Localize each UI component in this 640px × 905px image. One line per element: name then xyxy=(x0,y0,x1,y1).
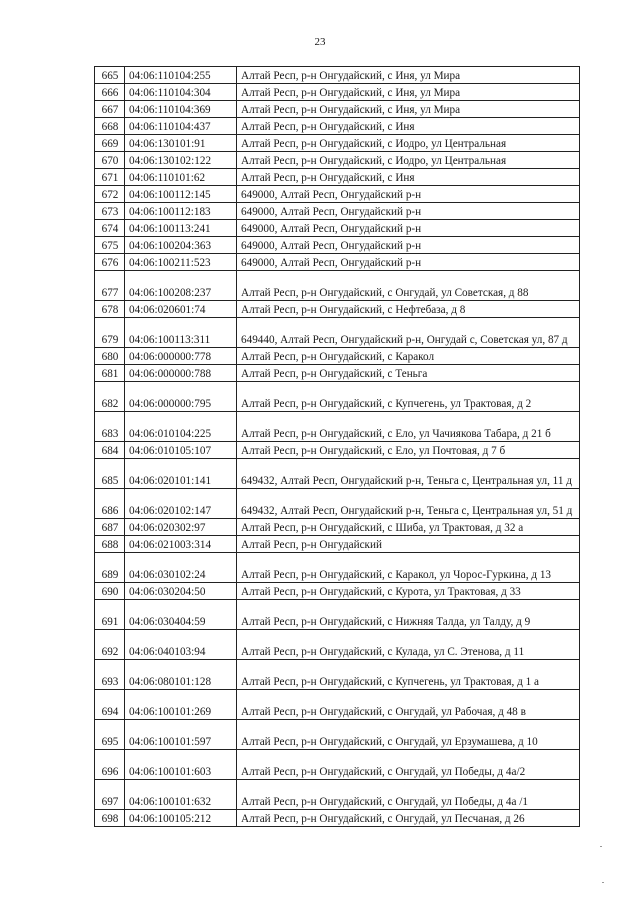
row-number: 695 xyxy=(95,720,125,750)
row-number: 667 xyxy=(95,101,125,118)
row-number: 671 xyxy=(95,169,125,186)
address: Алтай Респ, р-н Онгудайский, с Онгудай, ул Песчаная, д 26 xyxy=(237,810,580,827)
cadastral-number: 04:06:100101:603 xyxy=(125,750,237,780)
table-row xyxy=(95,101,580,118)
row-number: 683 xyxy=(95,412,125,442)
table-row xyxy=(95,690,580,720)
table-row xyxy=(95,152,580,169)
cadastral-number: 04:06:030404:59 xyxy=(125,600,237,630)
address: 649000, Алтай Респ, Онгудайский р-н xyxy=(237,254,580,271)
row-number: 685 xyxy=(95,459,125,489)
address: 649000, Алтай Респ, Онгудайский р-н xyxy=(237,220,580,237)
row-number: 686 xyxy=(95,489,125,519)
address: 649432, Алтай Респ, Онгудайский р-н, Теньга с, Центральная ул, 11 д xyxy=(237,459,580,489)
row-number: 687 xyxy=(95,519,125,536)
row-number: 691 xyxy=(95,600,125,630)
cadastral-number: 04:06:100101:597 xyxy=(125,720,237,750)
table-row xyxy=(95,254,580,271)
address: Алтай Респ, р-н Онгудайский, с Нефтебаза, д 8 xyxy=(237,301,580,318)
table-row xyxy=(95,600,580,630)
cadastral-number: 04:06:100105:212 xyxy=(125,810,237,827)
address: 649432, Алтай Респ, Онгудайский р-н, Теньга с, Центральная ул, 51 д xyxy=(237,489,580,519)
table-row xyxy=(95,536,580,553)
cadastral-number: 04:06:000000:778 xyxy=(125,348,237,365)
address: Алтай Респ, р-н Онгудайский, с Онгудай, ул Ерзумашева, д 10 xyxy=(237,720,580,750)
registry-table-body xyxy=(95,67,580,827)
address: Алтай Респ, р-н Онгудайский, с Теньга xyxy=(237,365,580,382)
address: Алтай Респ, р-н Онгудайский, с Иня, ул Мира xyxy=(237,101,580,118)
cadastral-number: 04:06:100113:241 xyxy=(125,220,237,237)
row-number: 697 xyxy=(95,780,125,810)
table-row xyxy=(95,553,580,583)
table-row xyxy=(95,84,580,101)
address: Алтай Респ, р-н Онгудайский, с Онгудай, ул Победы, д 4а /1 xyxy=(237,780,580,810)
row-number: 698 xyxy=(95,810,125,827)
table-row xyxy=(95,203,580,220)
row-number: 692 xyxy=(95,630,125,660)
row-number: 666 xyxy=(95,84,125,101)
address: Алтай Респ, р-н Онгудайский, с Купчегень, ул Трактовая, д 2 xyxy=(237,382,580,412)
cadastral-number: 04:06:030204:50 xyxy=(125,583,237,600)
table-row xyxy=(95,382,580,412)
table-row xyxy=(95,810,580,827)
table-row xyxy=(95,780,580,810)
cadastral-number: 04:06:100208:237 xyxy=(125,271,237,301)
address: Алтай Респ, р-н Онгудайский, с Онгудай, ул Советская, д 88 xyxy=(237,271,580,301)
address: Алтай Респ, р-н Онгудайский, с Онгудай, ул Победы, д 4а/2 xyxy=(237,750,580,780)
table-row xyxy=(95,459,580,489)
row-number: 682 xyxy=(95,382,125,412)
cadastral-number: 04:06:100113:311 xyxy=(125,318,237,348)
row-number: 690 xyxy=(95,583,125,600)
cadastral-number: 04:06:100101:632 xyxy=(125,780,237,810)
row-number: 689 xyxy=(95,553,125,583)
address: 649000, Алтай Респ, Онгудайский р-н xyxy=(237,186,580,203)
row-number: 684 xyxy=(95,442,125,459)
cadastral-number: 04:06:030102:24 xyxy=(125,553,237,583)
cadastral-number: 04:06:130101:91 xyxy=(125,135,237,152)
row-number: 679 xyxy=(95,318,125,348)
page-number: 23 xyxy=(314,36,326,48)
row-number: 670 xyxy=(95,152,125,169)
row-number: 677 xyxy=(95,271,125,301)
table-row xyxy=(95,135,580,152)
table-row xyxy=(95,365,580,382)
address: Алтай Респ, р-н Онгудайский, с Шиба, ул Трактовая, д 32 а xyxy=(237,519,580,536)
address: Алтай Респ, р-н Онгудайский, с Иня, ул Мира xyxy=(237,84,580,101)
cadastral-number: 04:06:110104:369 xyxy=(125,101,237,118)
row-number: 681 xyxy=(95,365,125,382)
scan-speck xyxy=(600,846,602,847)
table-row xyxy=(95,750,580,780)
address: Алтай Респ, р-н Онгудайский, с Иодро, ул Центральная xyxy=(237,152,580,169)
table-row xyxy=(95,442,580,459)
table-row xyxy=(95,301,580,318)
row-number: 688 xyxy=(95,536,125,553)
row-number: 680 xyxy=(95,348,125,365)
row-number: 675 xyxy=(95,237,125,254)
table-row xyxy=(95,118,580,135)
cadastral-number: 04:06:020302:97 xyxy=(125,519,237,536)
address: 649440, Алтай Респ, Онгудайский р-н, Онгудай с, Советская ул, 87 д xyxy=(237,318,580,348)
table-row xyxy=(95,271,580,301)
row-number: 672 xyxy=(95,186,125,203)
cadastral-number: 04:06:010105:107 xyxy=(125,442,237,459)
row-number: 693 xyxy=(95,660,125,690)
cadastral-number: 04:06:110104:304 xyxy=(125,84,237,101)
cadastral-number: 04:06:021003:314 xyxy=(125,536,237,553)
table-row xyxy=(95,348,580,365)
table-row xyxy=(95,583,580,600)
address: Алтай Респ, р-н Онгудайский, с Каракол, ул Чорос-Гуркина, д 13 xyxy=(237,553,580,583)
cadastral-number: 04:06:100101:269 xyxy=(125,690,237,720)
address: 649000, Алтай Респ, Онгудайский р-н xyxy=(237,203,580,220)
table-row xyxy=(95,630,580,660)
row-number: 694 xyxy=(95,690,125,720)
table-row xyxy=(95,220,580,237)
cadastral-number: 04:06:100211:523 xyxy=(125,254,237,271)
cadastral-number: 04:06:110104:255 xyxy=(125,67,237,84)
row-number: 678 xyxy=(95,301,125,318)
cadastral-number: 04:06:100112:145 xyxy=(125,186,237,203)
cadastral-number: 04:06:110101:62 xyxy=(125,169,237,186)
cadastral-number: 04:06:000000:795 xyxy=(125,382,237,412)
address: Алтай Респ, р-н Онгудайский xyxy=(237,536,580,553)
cadastral-number: 04:06:130102:122 xyxy=(125,152,237,169)
row-number: 676 xyxy=(95,254,125,271)
table-row xyxy=(95,720,580,750)
address: Алтай Респ, р-н Онгудайский, с Онгудай, ул Рабочая, д 48 в xyxy=(237,690,580,720)
cadastral-number: 04:06:080101:128 xyxy=(125,660,237,690)
cadastral-number: 04:06:110104:437 xyxy=(125,118,237,135)
cadastral-number: 04:06:100204:363 xyxy=(125,237,237,254)
table-row xyxy=(95,412,580,442)
address: 649000, Алтай Респ, Онгудайский р-н xyxy=(237,237,580,254)
table-row xyxy=(95,318,580,348)
scan-speck xyxy=(602,882,604,883)
address: Алтай Респ, р-н Онгудайский, с Кулада, ул С. Этенова, д 11 xyxy=(237,630,580,660)
address: Алтай Респ, р-н Онгудайский, с Иня xyxy=(237,169,580,186)
cadastral-number: 04:06:020102:147 xyxy=(125,489,237,519)
row-number: 696 xyxy=(95,750,125,780)
table-row xyxy=(95,186,580,203)
address: Алтай Респ, р-н Онгудайский, с Купчегень, ул Трактовая, д 1 а xyxy=(237,660,580,690)
table-row xyxy=(95,169,580,186)
cadastral-number: 04:06:020601:74 xyxy=(125,301,237,318)
table-row xyxy=(95,67,580,84)
cadastral-number: 04:06:010104:225 xyxy=(125,412,237,442)
cadastral-number: 04:06:020101:141 xyxy=(125,459,237,489)
address: Алтай Респ, р-н Онгудайский, с Иня xyxy=(237,118,580,135)
row-number: 674 xyxy=(95,220,125,237)
cadastral-number: 04:06:040103:94 xyxy=(125,630,237,660)
address: Алтай Респ, р-н Онгудайский, с Курота, ул Трактовая, д 33 xyxy=(237,583,580,600)
address: Алтай Респ, р-н Онгудайский, с Каракол xyxy=(237,348,580,365)
address: Алтай Респ, р-н Онгудайский, с Иня, ул Мира xyxy=(237,67,580,84)
registry-table xyxy=(94,66,580,827)
address: Алтай Респ, р-н Онгудайский, с Иодро, ул Центральная xyxy=(237,135,580,152)
table-row xyxy=(95,489,580,519)
cadastral-number: 04:06:000000:788 xyxy=(125,365,237,382)
address: Алтай Респ, р-н Онгудайский, с Нижняя Талда, ул Талду, д 9 xyxy=(237,600,580,630)
address: Алтай Респ, р-н Онгудайский, с Ело, ул Почтовая, д 7 б xyxy=(237,442,580,459)
table-row xyxy=(95,519,580,536)
table-row xyxy=(95,237,580,254)
row-number: 668 xyxy=(95,118,125,135)
row-number: 669 xyxy=(95,135,125,152)
table-row xyxy=(95,660,580,690)
row-number: 673 xyxy=(95,203,125,220)
cadastral-number: 04:06:100112:183 xyxy=(125,203,237,220)
address: Алтай Респ, р-н Онгудайский, с Ело, ул Чачиякова Табара, д 21 б xyxy=(237,412,580,442)
row-number: 665 xyxy=(95,67,125,84)
